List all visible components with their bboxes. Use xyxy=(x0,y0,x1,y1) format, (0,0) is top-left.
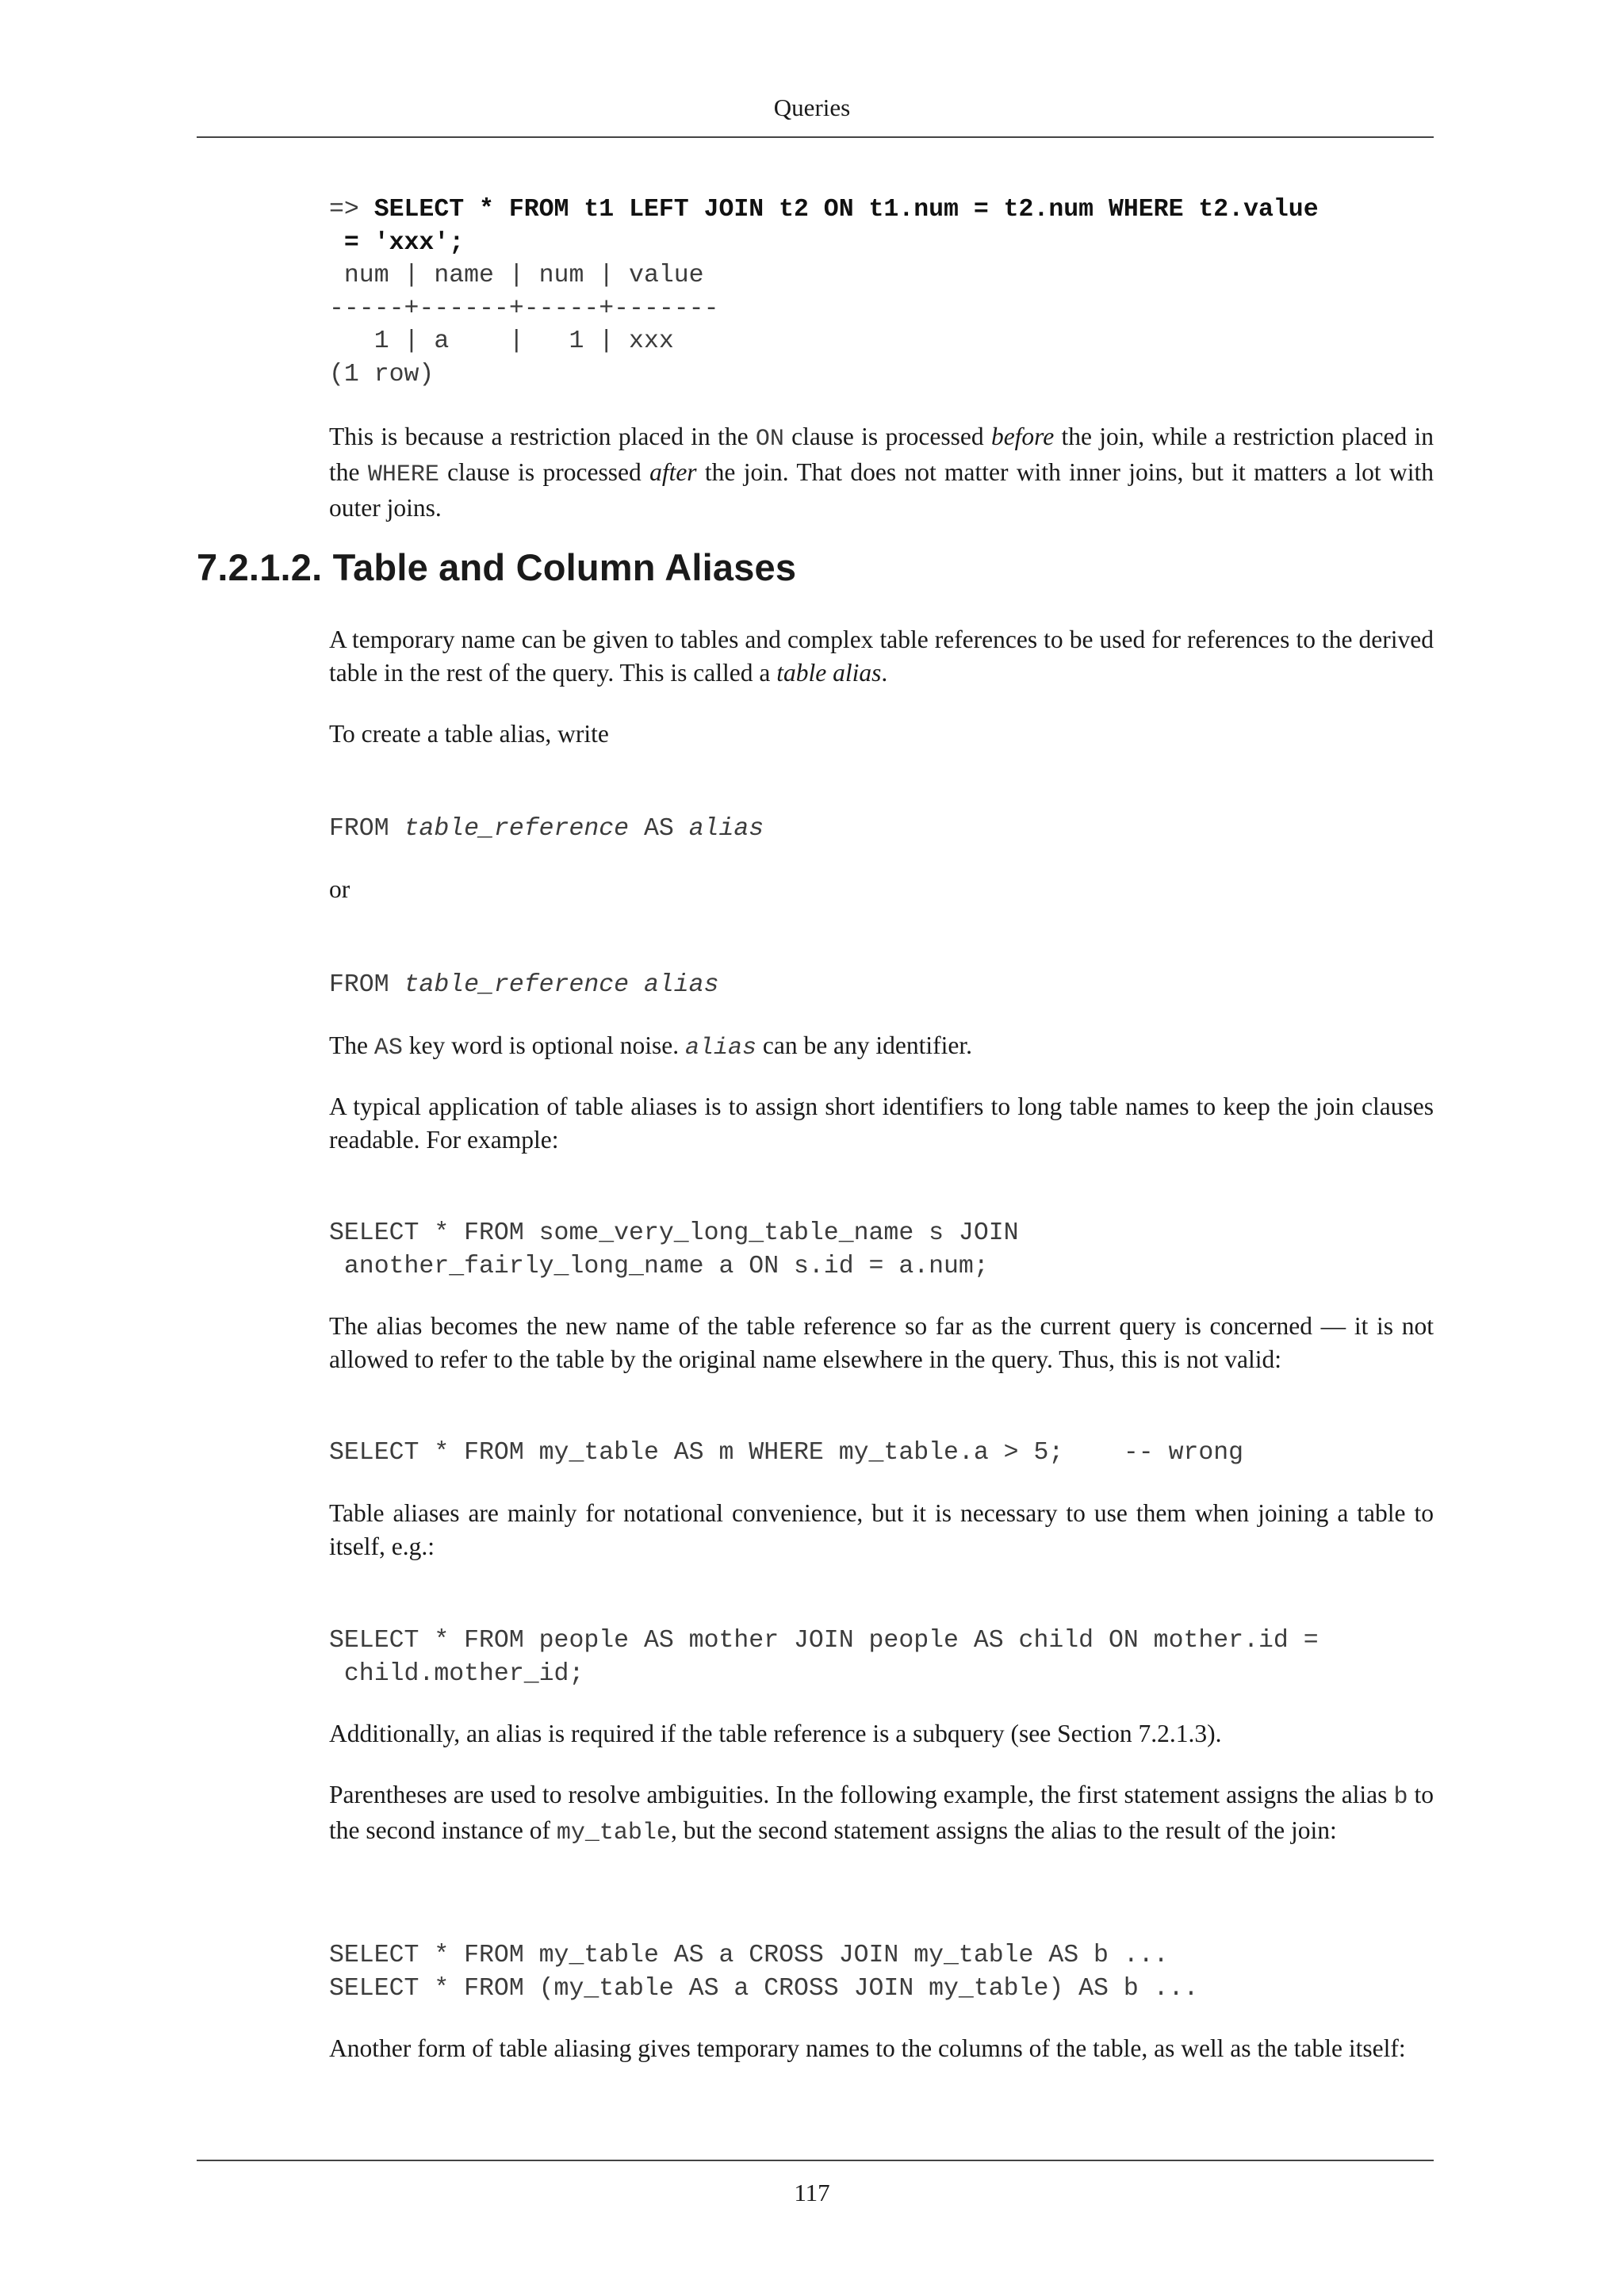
header-rule xyxy=(197,136,1434,138)
section-heading: 7.2.1.2. Table and Column Aliases xyxy=(197,546,797,588)
paragraph-convenience: Table aliases are mainly for notational convenience, but it is necessary to use them when joining a table to itself, e.g.: xyxy=(329,1499,1434,1560)
code-inline-on: ON xyxy=(755,426,784,453)
paragraph-column-alias: Another form of table aliasing gives temporary names to the columns of the table, as well as the table itself: xyxy=(329,2034,1406,2062)
paragraph-temp-name: A temporary name can be given to tables and complex table references to be used for references to the derived table in the rest of the query. This is called a table alias. xyxy=(329,626,1434,687)
code-cross-join: SELECT * FROM my_table AS a CROSS JOIN my_table AS b ... SELECT * FROM (my_table AS a CROSS JOIN my_table) AS b ... xyxy=(329,1942,1199,2003)
code-output: num | name | num | value -----+------+-----+------- 1 | a | 1 | xxx (1 row) xyxy=(329,262,719,388)
paragraph-create-alias: To create a table alias, write xyxy=(329,720,609,748)
code-alias-without-as: FROM table_reference alias xyxy=(329,971,719,999)
code-left-join-result xyxy=(329,193,1319,391)
code-inline-where: WHERE xyxy=(367,461,439,488)
code-inline-my-table: my_table xyxy=(556,1820,671,1846)
paragraph-alias-becomes: The alias becomes the new name of the table reference so far as the current query is concerned — it is not allowed to refer to the table by the original name elsewhere in the query. Thus, this is not valid: xyxy=(329,1312,1434,1373)
paragraph-parentheses: Parentheses are used to resolve ambiguities. In the following example, the first statement assigns the alias b to the second instance of my_table, but the second statement assigns the alias to the result of the join: xyxy=(329,1781,1434,1846)
code-inline-b: b xyxy=(1393,1784,1408,1811)
code-inline-alias: alias xyxy=(684,1035,756,1062)
code-prompt: => xyxy=(329,196,374,224)
paragraph-on-where: This is because a restriction placed in the ON clause is processed before the join, while a restriction placed in the WHERE clause is processed after the join. That does not matter with inner joins, but it matters a lot with outer joins. xyxy=(329,423,1434,522)
code-alias-with-as: FROM table_reference AS alias xyxy=(329,815,764,843)
code-long-names: SELECT * FROM some_very_long_table_name s JOIN another_fairly_long_name a ON s.id = a.num; xyxy=(329,1219,1019,1280)
footer-rule xyxy=(197,2160,1434,2161)
code-query-line2: = 'xxx'; xyxy=(329,228,465,257)
paragraph-as-noise: The AS key word is optional noise. alias can be any identifier. xyxy=(329,1031,972,1062)
term-table-alias: table alias xyxy=(776,659,882,687)
paragraph-typical: A typical application of table aliases is to assign short identifiers to long table names to keep the join clauses readable. For example: xyxy=(329,1093,1434,1154)
code-wrong-example: SELECT * FROM my_table AS m WHERE my_table.a > 5; -- wrong xyxy=(329,1439,1244,1467)
page-header: Queries xyxy=(773,94,851,121)
paragraph-subquery: Additionally, an alias is required if the table reference is a subquery (see Section 7.2.1.3). xyxy=(329,1720,1222,1747)
code-self-join: SELECT * FROM people AS mother JOIN people AS child ON mother.id = child.mother_id; xyxy=(329,1627,1319,1688)
paragraph-or: or xyxy=(329,875,350,903)
page-number: 117 xyxy=(794,2179,830,2206)
code-inline-as: AS xyxy=(373,1035,403,1062)
code-query-line1: SELECT * FROM t1 LEFT JOIN t2 ON t1.num = t2.num WHERE t2.value xyxy=(373,196,1319,224)
